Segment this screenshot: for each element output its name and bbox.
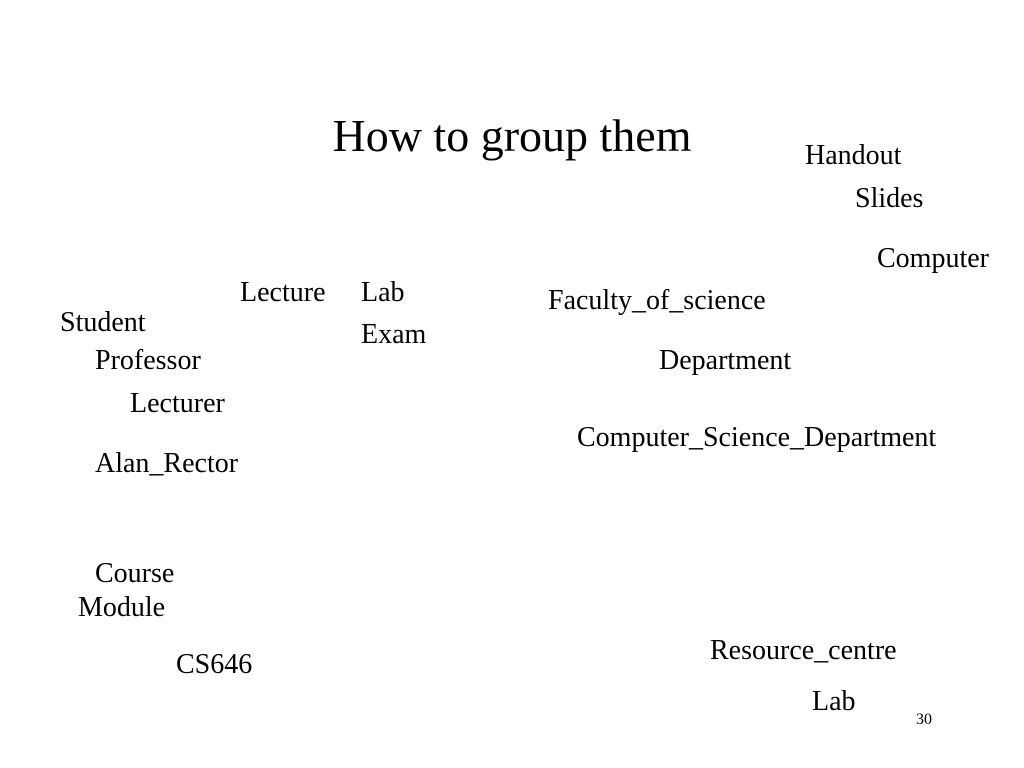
term-course: Course [95,558,175,589]
page-number: 30 [916,711,932,728]
term-handout: Handout [805,140,902,171]
slide-title: How to group them [332,110,692,161]
term-department: Department [659,345,792,376]
term-resource-centre: Resource_centre [710,635,897,666]
term-student: Student [60,307,146,338]
term-module: Module [78,592,166,623]
term-computer: Computer [877,243,989,274]
term-faculty-of-science: Faculty_of_science [548,285,766,316]
term-lecture: Lecture [240,277,326,308]
term-professor: Professor [95,345,201,376]
term-lab-bottom: Lab [812,686,856,717]
term-cs646: CS646 [176,649,253,680]
term-exam: Exam [361,319,427,350]
term-computer-science-department: Computer_Science_Department [577,422,937,453]
term-lab-top: Lab [361,277,405,308]
term-alan-rector: Alan_Rector [95,448,239,479]
term-lecturer: Lecturer [130,388,225,419]
term-slides: Slides [855,183,924,214]
